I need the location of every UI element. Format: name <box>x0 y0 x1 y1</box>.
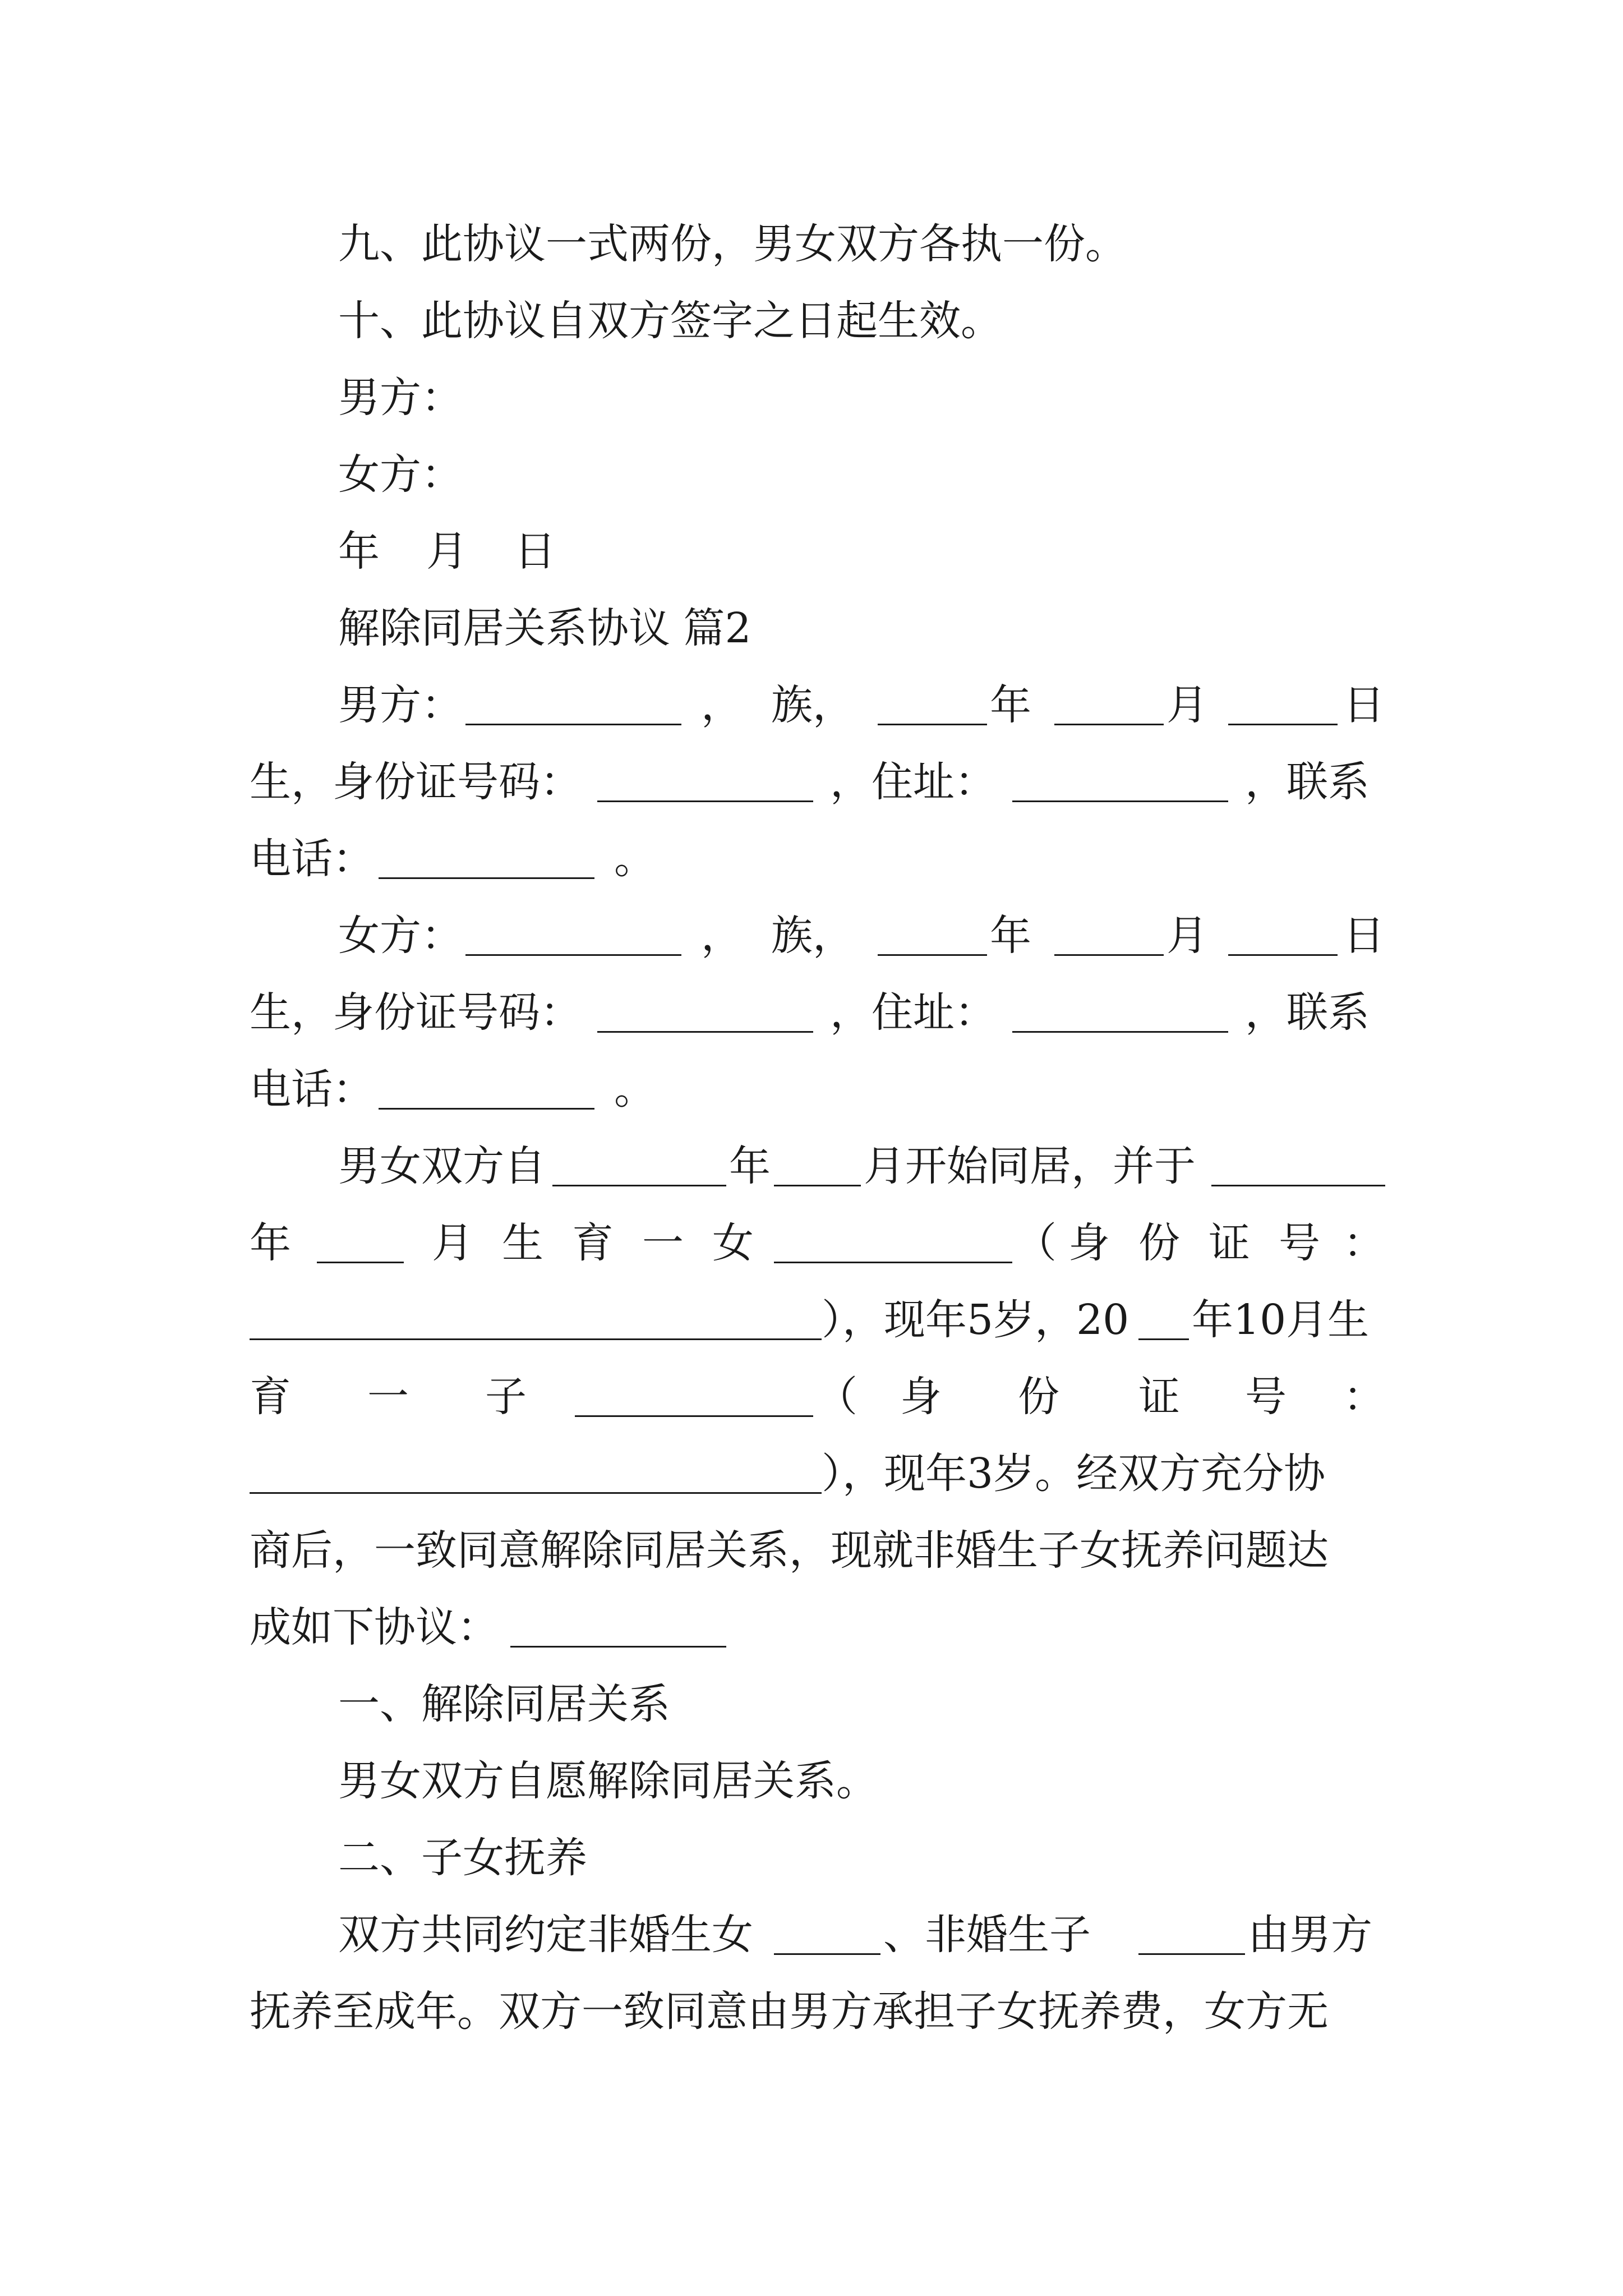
son-name-blank[interactable] <box>575 1415 813 1417</box>
daughter-birth-year-blank[interactable] <box>1211 1185 1385 1186</box>
char-hao: 号 <box>1245 1373 1287 1421</box>
period: 。 <box>614 835 656 883</box>
paren-open: （ <box>816 1373 857 1421</box>
male-birth-year-blank[interactable] <box>878 724 987 725</box>
cohabitation-text-6: 商后，一致同意解除同居关系，现就非婚生子女抚养问题达 <box>250 1526 1329 1575</box>
char-hao: 号 <box>1279 1219 1320 1267</box>
char-month: 月 <box>432 1219 473 1267</box>
section-1-body-text: 男女双方自愿解除同居关系。 <box>338 1757 878 1805</box>
female-id-blank[interactable] <box>597 1031 813 1033</box>
year-label: 年 <box>990 912 1031 960</box>
agreement-heading <box>0 597 1623 659</box>
char-zheng: 证 <box>1209 1219 1250 1267</box>
date-month: 月 <box>426 527 468 576</box>
phone-label: 电话： <box>250 835 374 883</box>
section-2-text-a: 双方共同约定非婚生女 <box>338 1911 753 1959</box>
clause-9-text: 九、此协议一式两份，男女双方各执一份。 <box>338 220 1127 268</box>
cohabitation-line-6 <box>0 1520 1623 1581</box>
daughter-age-text: ），现年5岁，20 <box>822 1296 1129 1344</box>
male-info-line-3 <box>0 828 1623 890</box>
daughter-name-blank[interactable] <box>774 1262 1012 1263</box>
clause-10 <box>0 290 1623 352</box>
char-zheng: 证 <box>1138 1373 1180 1421</box>
date-day: 日 <box>514 527 556 576</box>
male-phone-blank[interactable] <box>379 877 594 879</box>
char-yi: 一 <box>367 1373 409 1421</box>
section-1-title-text: 一、解除同居关系 <box>338 1680 670 1728</box>
signature-female <box>0 444 1623 505</box>
son-id-blank[interactable] <box>250 1492 822 1494</box>
daughter-birth-month-blank[interactable] <box>317 1262 404 1263</box>
char-fen: 份 <box>1018 1373 1059 1421</box>
clause-10-text: 十、此协议自双方签字之日起生效。 <box>338 297 1002 345</box>
son-birth-text: 年10月生 <box>1192 1296 1370 1344</box>
cohab-month-blank[interactable] <box>774 1185 861 1186</box>
female-birth-year-blank[interactable] <box>878 954 987 956</box>
female-phone-blank[interactable] <box>379 1108 594 1110</box>
day-label: 日 <box>1343 912 1385 960</box>
cohabitation-text-b: 月开始同居，并于 <box>864 1142 1196 1190</box>
section-2-text-c: 由男方 <box>1248 1911 1372 1959</box>
female-label: 女方： <box>338 912 463 960</box>
cohabitation-text-7: 成如下协议： <box>250 1603 499 1651</box>
male-info-line-1 <box>0 674 1623 736</box>
date-year: 年 <box>338 527 380 576</box>
male-label: 男方： <box>338 681 463 729</box>
section-2-line-2 <box>0 1981 1623 2042</box>
comma: ， <box>701 912 743 960</box>
char-shen: 身 <box>900 1373 942 1421</box>
char-nv: 女 <box>712 1219 754 1267</box>
cohabitation-line-3 <box>0 1289 1623 1351</box>
male-id-blank[interactable] <box>597 800 813 802</box>
year-label: 年 <box>250 1219 291 1267</box>
son-age-text: ），现年3岁。经双方充分协 <box>822 1450 1326 1498</box>
heading-text: 解除同居关系协议 篇2 <box>338 604 751 652</box>
agreement-blank[interactable] <box>510 1646 726 1648</box>
char-zi: 子 <box>485 1373 527 1421</box>
address-label: ，住址： <box>830 988 996 1037</box>
ethnicity-label: 族， <box>771 681 854 729</box>
id-label: 生，身份证号码： <box>250 758 582 806</box>
char-shen: 身 <box>1068 1219 1110 1267</box>
section-1-title <box>0 1673 1623 1735</box>
cohabitation-line-5 <box>0 1443 1623 1504</box>
clause-9 <box>0 213 1623 275</box>
contact-label: ，联系 <box>1245 758 1370 806</box>
period: 。 <box>614 1065 656 1114</box>
female-name-blank[interactable] <box>465 954 681 956</box>
section-2-line-1 <box>0 1904 1623 1966</box>
comma: ， <box>701 681 743 729</box>
char-colon: ： <box>1343 1373 1385 1421</box>
daughter-name-blank-2[interactable] <box>774 1953 880 1955</box>
signature-female-label: 女方： <box>338 450 463 499</box>
daughter-id-blank[interactable] <box>250 1338 822 1340</box>
char-sheng: 生 <box>502 1219 543 1267</box>
male-address-blank[interactable] <box>1012 800 1228 802</box>
son-name-blank-2[interactable] <box>1138 1953 1245 1955</box>
char-colon: ： <box>1343 1219 1385 1267</box>
char-yu: 育 <box>250 1373 291 1421</box>
month-label: 月 <box>1166 681 1208 729</box>
cohab-year-blank[interactable] <box>552 1185 726 1186</box>
id-label: 生，身份证号码： <box>250 988 582 1037</box>
char-yu: 育 <box>572 1219 614 1267</box>
cohabitation-line-2 <box>0 1212 1623 1274</box>
contact-label: ，联系 <box>1245 988 1370 1037</box>
char-yi: 一 <box>642 1219 684 1267</box>
female-info-line-2 <box>0 982 1623 1043</box>
char-fen: 份 <box>1138 1219 1180 1267</box>
signature-date <box>0 521 1623 582</box>
male-name-blank[interactable] <box>465 724 681 725</box>
female-address-blank[interactable] <box>1012 1031 1228 1033</box>
cohabitation-line-1 <box>0 1135 1623 1197</box>
female-info-line-1 <box>0 905 1623 967</box>
address-label: ，住址： <box>830 758 996 806</box>
section-2-title <box>0 1827 1623 1889</box>
section-2-title-text: 二、子女抚养 <box>338 1834 587 1882</box>
ethnicity-label: 族， <box>771 912 854 960</box>
male-birth-day-blank[interactable] <box>1228 724 1338 725</box>
female-info-line-3 <box>0 1059 1623 1120</box>
cohabitation-line-4 <box>0 1366 1623 1428</box>
signature-male-label: 男方： <box>338 374 463 422</box>
male-info-line-2 <box>0 751 1623 813</box>
son-birth-year-blank[interactable] <box>1138 1338 1189 1340</box>
month-label: 月 <box>1166 912 1208 960</box>
section-1-body <box>0 1750 1623 1812</box>
male-birth-month-blank[interactable] <box>1054 724 1164 725</box>
paren-open: （ <box>1015 1219 1057 1267</box>
phone-label: 电话： <box>250 1065 374 1114</box>
year-label: 年 <box>990 681 1031 729</box>
female-birth-day-blank[interactable] <box>1228 954 1338 956</box>
female-birth-month-blank[interactable] <box>1054 954 1164 956</box>
day-label: 日 <box>1343 681 1385 729</box>
section-2-text-last: 抚养至成年。双方一致同意由男方承担子女抚养费，女方无 <box>250 1987 1329 2036</box>
signature-male <box>0 367 1623 429</box>
cohabitation-text-a: 男女双方自 <box>338 1142 546 1190</box>
cohabitation-line-7 <box>0 1596 1623 1658</box>
section-2-text-b: 、非婚生子 <box>883 1911 1091 1959</box>
year-label: 年 <box>729 1142 771 1190</box>
